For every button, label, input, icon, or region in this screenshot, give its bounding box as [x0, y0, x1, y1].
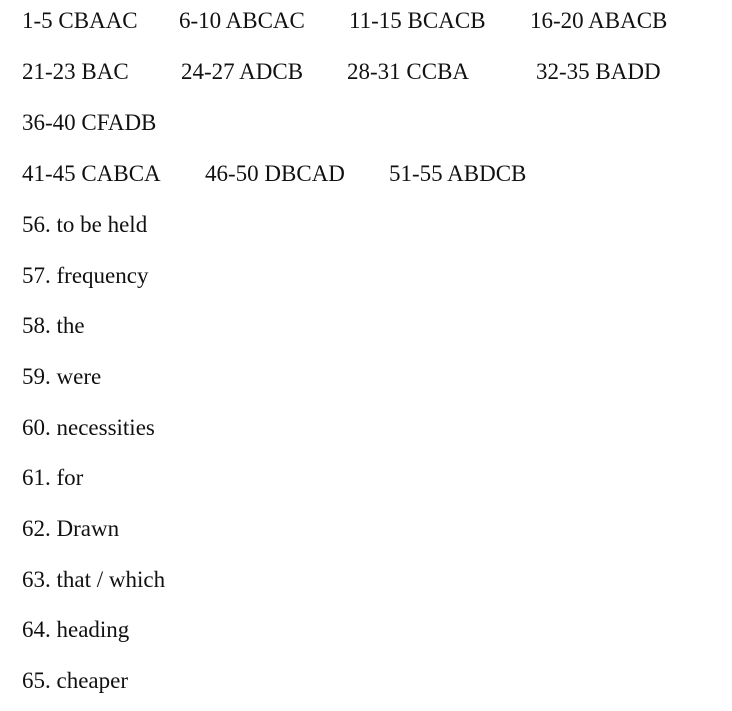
answer-group-24-27: 24-27 ADCB: [181, 59, 304, 84]
fill-in-answer-59: 59. were: [22, 364, 102, 389]
fill-in-answer-60: 60. necessities: [22, 415, 155, 440]
fill-in-answer-58: 58. the: [22, 313, 85, 338]
answer-group-36-40: 36-40 CFADB: [22, 110, 157, 135]
fill-in-answer-63: 63. that / which: [22, 567, 166, 592]
answer-group-6-10: 6-10 ABCAC: [179, 8, 305, 33]
answer-group-46-50: 46-50 DBCAD: [205, 161, 345, 186]
fill-in-answer-65: 65. cheaper: [22, 668, 128, 693]
answer-group-11-15: 11-15 BCACB: [349, 8, 486, 33]
answer-group-28-31: 28-31 CCBA: [347, 59, 470, 84]
answer-group-41-45: 41-45 CABCA: [22, 161, 161, 186]
answer-group-51-55: 51-55 ABDCB: [389, 161, 527, 186]
fill-in-answer-62: 62. Drawn: [22, 516, 120, 541]
fill-in-answer-64: 64. heading: [22, 617, 130, 642]
fill-in-answer-56: 56. to be held: [22, 212, 148, 237]
answer-group-32-35: 32-35 BADD: [536, 59, 661, 84]
answer-group-1-5: 1-5 CBAAC: [22, 8, 138, 33]
answer-group-16-20: 16-20 ABACB: [530, 8, 668, 33]
fill-in-answer-61: 61. for: [22, 465, 84, 490]
fill-in-answer-57: 57. frequency: [22, 263, 149, 288]
answer-group-21-23: 21-23 BAC: [22, 59, 129, 84]
